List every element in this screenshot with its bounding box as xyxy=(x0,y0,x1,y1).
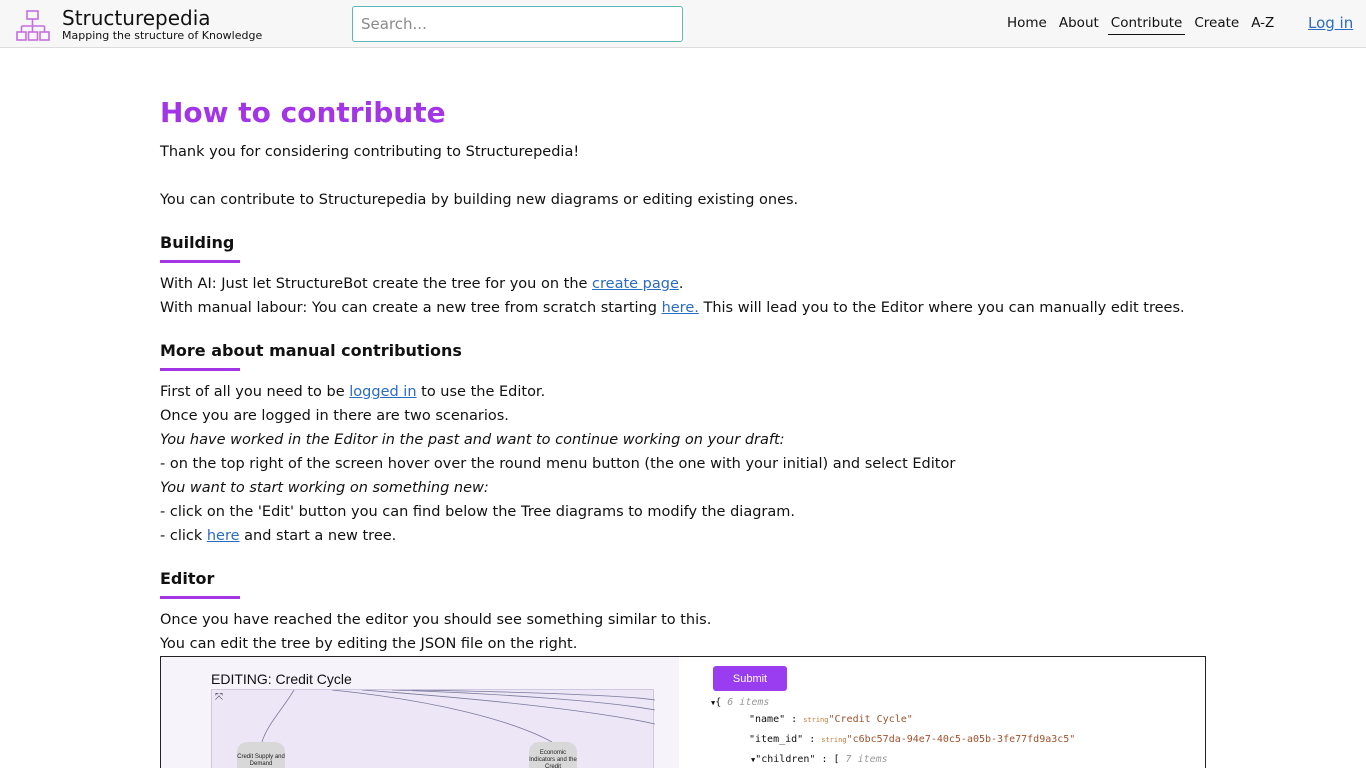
text: With AI: Just let StructureBot create the tree for you on the xyxy=(160,276,593,292)
section-heading-manual: More about manual contributions xyxy=(160,341,462,360)
search-input[interactable] xyxy=(352,6,683,42)
json-count: 7 items xyxy=(845,754,888,765)
nav-create[interactable]: Create xyxy=(1194,15,1240,31)
top-navbar xyxy=(0,0,1366,48)
json-key: "item_id" xyxy=(749,734,804,745)
json-value: "Credit Cycle" xyxy=(828,714,913,725)
text: - click xyxy=(160,528,207,544)
json-type: string xyxy=(821,736,847,744)
json-id-row[interactable]: "item_id" : string"c6bc57da-94e7-40c5-a05b-3fe77fd9a3c5" xyxy=(749,734,1076,745)
editor-line-1: Once you have reached the editor you should see something similar to this. xyxy=(160,612,712,628)
json-count: 6 items xyxy=(727,697,770,708)
intro-thanks: Thank you for considering contributing to Structurepedia! xyxy=(160,144,580,160)
page-title: How to contribute xyxy=(160,96,446,129)
new-tree-here-link[interactable]: here xyxy=(206,528,240,544)
json-value: "c6bc57da-94e7-40c5-a05b-3fe77fd9a3c5" xyxy=(846,734,1076,745)
text: and start a new tree. xyxy=(239,528,397,544)
section-underline xyxy=(160,596,240,599)
text: to use the Editor. xyxy=(416,384,546,400)
create-here-link[interactable]: here. xyxy=(661,300,699,316)
building-ai-line xyxy=(160,272,684,296)
manual-line-3 xyxy=(160,428,785,452)
text: You have worked in the Editor in the past and want to continue working on your draft: xyxy=(160,432,785,448)
nav-home[interactable]: Home xyxy=(1007,15,1047,31)
building-manual-line xyxy=(160,296,1185,320)
create-page-link[interactable]: create page xyxy=(592,276,679,292)
structure-logo-icon[interactable] xyxy=(16,10,50,42)
json-key: "name" xyxy=(749,714,786,725)
text: This will lead you to the Editor where you can manually edit trees. xyxy=(698,300,1185,316)
intro-contribute: You can contribute to Structurepedia by building new diagrams or editing existing ones. xyxy=(160,192,799,208)
editor-line-2: You can edit the tree by editing the JSON file on the right. xyxy=(160,636,578,652)
manual-line-4: - on the top right of the screen hover over the round menu button (the one with your initial) and select Editor xyxy=(160,456,956,472)
brand-name[interactable]: Structurepedia xyxy=(62,6,211,30)
collapse-arrow-icon[interactable]: ▼ xyxy=(751,756,756,764)
manual-line-7 xyxy=(160,524,396,548)
manual-line-5 xyxy=(160,476,489,500)
tree-node[interactable]: Economic Indicators and the Credit xyxy=(529,742,577,768)
manual-line-6: - click on the 'Edit' button you can find below the Tree diagrams to modify the diagram. xyxy=(160,504,795,520)
text: . xyxy=(678,276,684,292)
editor-screenshot xyxy=(160,656,1206,768)
brand[interactable] xyxy=(62,6,262,42)
section-heading-editor: Editor xyxy=(160,569,215,588)
json-key: "children" xyxy=(755,754,816,765)
text: First of all you need to be xyxy=(160,384,350,400)
json-name-row[interactable]: "name" : string"Credit Cycle" xyxy=(749,714,913,725)
section-heading-building: Building xyxy=(160,233,235,252)
brand-tagline: Mapping the structure of Knowledge xyxy=(62,29,263,42)
nav-a-z[interactable]: A-Z xyxy=(1251,15,1275,31)
section-underline xyxy=(160,368,240,371)
manual-line-1 xyxy=(160,380,545,404)
manual-line-2: Once you are logged in there are two scenarios. xyxy=(160,408,509,424)
editor-title: EDITING: Credit Cycle xyxy=(211,671,352,687)
tree-canvas xyxy=(211,689,654,768)
text: With manual labour: You can create a new tree from scratch starting xyxy=(160,300,662,316)
login-link[interactable]: Log in xyxy=(1308,14,1354,32)
tree-node[interactable]: Credit Supply and Demand xyxy=(237,742,285,768)
section-underline xyxy=(160,260,240,263)
json-type: string xyxy=(803,716,829,724)
expand-icon[interactable]: ⤧ xyxy=(215,692,223,703)
text: You want to start working on something new: xyxy=(160,480,489,496)
main-nav xyxy=(1004,14,1283,35)
nav-contribute[interactable]: Contribute xyxy=(1108,14,1186,35)
submit-button[interactable]: Submit xyxy=(713,666,787,691)
editor-canvas-panel xyxy=(161,657,679,768)
json-root: ▼{ 6 items xyxy=(711,697,770,708)
json-children-row[interactable]: ▼"children" : [ 7 items xyxy=(751,754,888,765)
collapse-arrow-icon[interactable]: ▼ xyxy=(711,699,716,707)
nav-about[interactable]: About xyxy=(1058,15,1099,31)
logged-in-link[interactable]: logged in xyxy=(349,384,417,400)
